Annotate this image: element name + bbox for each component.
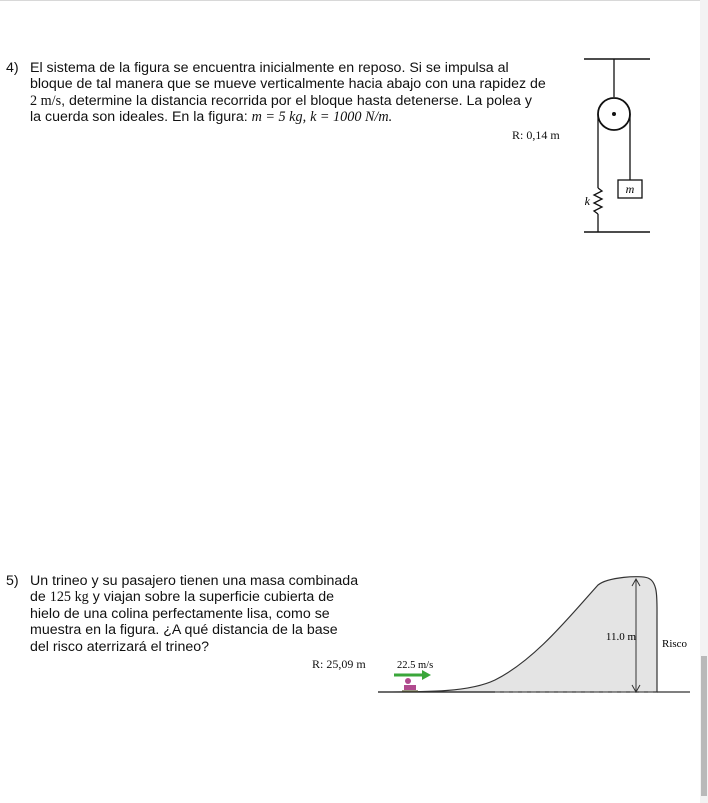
spring-label: k: [584, 194, 590, 208]
problem-4-line: la cuerda son ideales. En la figura: m = 5 kg, k = 1000 N/m.: [30, 109, 393, 126]
problem-4-line: El sistema de la figura se encuentra inicialmente en reposo. Si se impulsa al: [30, 60, 509, 76]
problem-4-line: 2 m/s, determine la distancia recorrida por el bloque hasta detenerse. La polea y: [30, 92, 532, 109]
pulley-hub: [612, 112, 616, 116]
problem-5-line: del risco aterrizará el trineo?: [30, 638, 209, 655]
hill-cliff-figure: [370, 568, 696, 708]
problem-4-text: [30, 60, 566, 126]
problem-5-line: Un trineo y su pasajero tienen una masa combinada: [30, 573, 359, 589]
problem-5-line: muestra en la figura. ¿A qué distancia de la base: [30, 622, 338, 639]
mass-label: m: [625, 182, 635, 196]
pulley-spring-figure: [578, 52, 658, 242]
height-label: 11.0 m: [605, 631, 637, 643]
problem-5-text: [30, 573, 362, 655]
cliff-label: Risco: [662, 638, 688, 650]
problem-number: 5): [6, 573, 19, 589]
spring-constant-value: k = 1000 N/m.: [310, 109, 393, 126]
problem-4-line: bloque de tal manera que se mueve verticalmente hacia abajo con una rapidez de: [30, 76, 546, 93]
velocity-arrow-head: [422, 670, 431, 680]
spring: [594, 188, 602, 214]
problem-5-line: hielo de una colina perfectamente lisa, como se: [30, 605, 330, 622]
scrollbar[interactable]: [700, 0, 708, 803]
problem-number: 4): [6, 60, 19, 76]
speed-value: 2 m/s: [30, 92, 62, 109]
speed-label: 22.5 m/s: [397, 660, 434, 671]
top-divider: [0, 0, 700, 1]
problem-5-line: de 125 kg y viajan sobre la superficie cubierta de: [30, 589, 335, 606]
answer-4: R: 0,14 m: [512, 128, 560, 142]
answer-5: R: 25,09 m: [312, 657, 366, 671]
scrollbar-thumb[interactable]: [701, 656, 707, 796]
sled-icon: [402, 678, 418, 691]
sled-mass-value: 125 kg: [49, 589, 89, 606]
mass-value: m = 5 kg,: [251, 109, 307, 126]
